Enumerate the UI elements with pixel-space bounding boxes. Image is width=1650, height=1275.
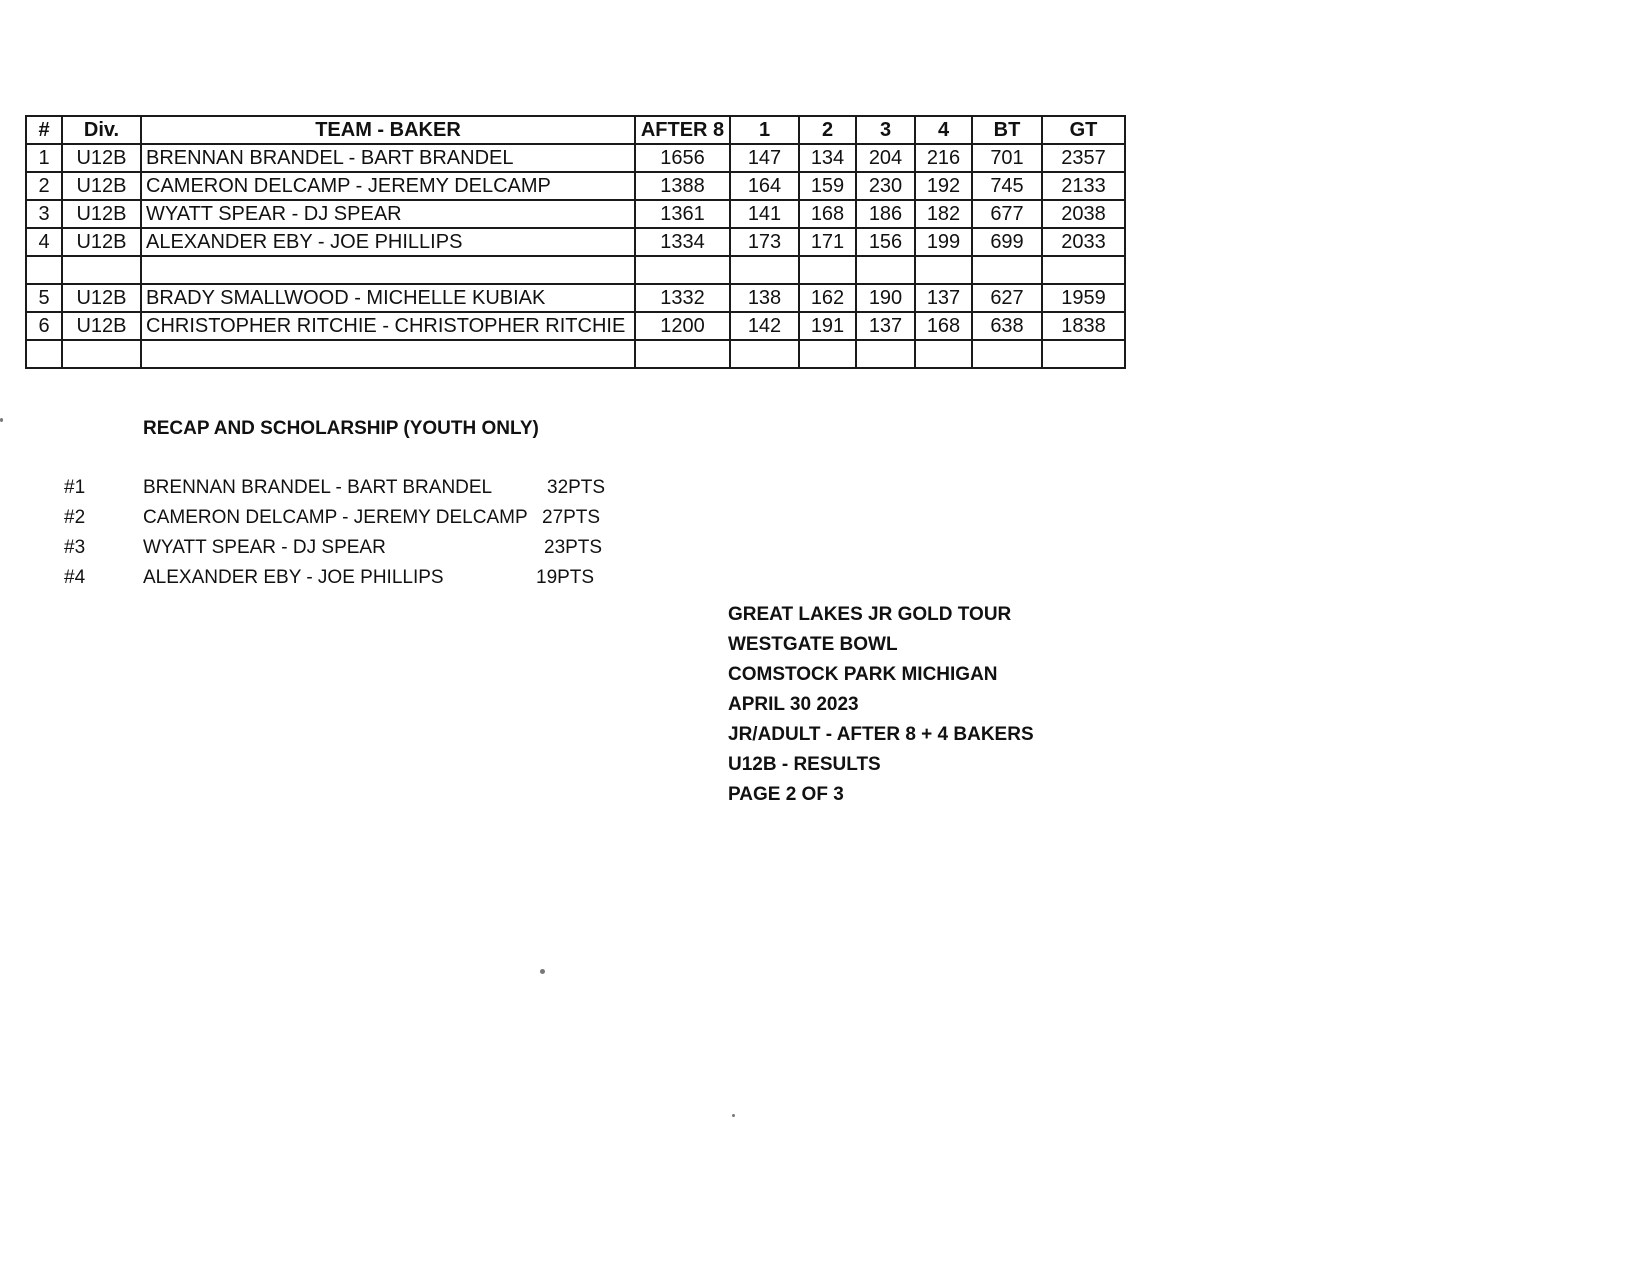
division-cell: U12B: [62, 200, 141, 228]
division-cell: [62, 340, 141, 368]
team-cell: WYATT SPEAR - DJ SPEAR: [141, 200, 635, 228]
recap-team: WYATT SPEAR - DJ SPEAR: [143, 537, 386, 558]
game-3-cell: 156: [856, 228, 915, 256]
header-division: Div.: [62, 116, 141, 144]
game-1-cell: 138: [730, 284, 799, 312]
table-row: [26, 228, 1125, 256]
recap-list: [64, 477, 624, 597]
recap-team: ALEXANDER EBY - JOE PHILLIPS: [143, 567, 444, 588]
header-rank: #: [26, 116, 62, 144]
grand-total-cell: [1042, 256, 1125, 284]
game-4-cell: 192: [915, 172, 972, 200]
game-3-cell: 230: [856, 172, 915, 200]
division-cell: U12B: [62, 172, 141, 200]
game-4-cell: 137: [915, 284, 972, 312]
grand-total-cell: [1042, 340, 1125, 368]
event-info-block: [728, 600, 1034, 810]
table-row: [26, 284, 1125, 312]
game-3-cell: 190: [856, 284, 915, 312]
recap-rank: #4: [64, 567, 86, 588]
recap-title: RECAP AND SCHOLARSHIP (YOUTH ONLY): [143, 418, 539, 439]
scan-speck: [540, 969, 545, 974]
event-venue: WESTGATE BOWL: [728, 634, 898, 655]
after-8-cell: 1361: [635, 200, 730, 228]
rank-cell: 5: [26, 284, 62, 312]
table-row: [26, 312, 1125, 340]
game-2-cell: [799, 256, 856, 284]
game-2-cell: 162: [799, 284, 856, 312]
game-2-cell: 191: [799, 312, 856, 340]
game-3-cell: 204: [856, 144, 915, 172]
game-1-cell: 164: [730, 172, 799, 200]
game-3-cell: 137: [856, 312, 915, 340]
recap-item: [64, 507, 624, 537]
game-1-cell: [730, 256, 799, 284]
grand-total-cell: 2033: [1042, 228, 1125, 256]
rank-cell: [26, 256, 62, 284]
recap-item: [64, 567, 624, 597]
baker-total-cell: 701: [972, 144, 1042, 172]
team-cell: BRENNAN BRANDEL - BART BRANDEL: [141, 144, 635, 172]
game-1-cell: 147: [730, 144, 799, 172]
recap-rank: #1: [64, 477, 86, 498]
game-2-cell: 168: [799, 200, 856, 228]
event-page: PAGE 2 OF 3: [728, 784, 844, 805]
recap-points: 27PTS: [542, 507, 601, 528]
game-2-cell: 171: [799, 228, 856, 256]
game-2-cell: 134: [799, 144, 856, 172]
baker-total-cell: 677: [972, 200, 1042, 228]
table-row: [26, 200, 1125, 228]
game-3-cell: 186: [856, 200, 915, 228]
scan-speck: [0, 418, 3, 422]
game-4-cell: [915, 256, 972, 284]
game-2-cell: 159: [799, 172, 856, 200]
event-tour: GREAT LAKES JR GOLD TOUR: [728, 604, 1012, 625]
recap-team: CAMERON DELCAMP - JEREMY DELCAMP: [143, 507, 528, 528]
after-8-cell: 1200: [635, 312, 730, 340]
recap-item: [64, 477, 624, 507]
recap-team: BRENNAN BRANDEL - BART BRANDEL: [143, 477, 493, 498]
recap-rank: #2: [64, 507, 86, 528]
team-cell: ALEXANDER EBY - JOE PHILLIPS: [141, 228, 635, 256]
header-baker-total: BT: [972, 116, 1042, 144]
game-1-cell: 141: [730, 200, 799, 228]
header-after-8: AFTER 8: [635, 116, 730, 144]
game-4-cell: [915, 340, 972, 368]
baker-total-cell: [972, 256, 1042, 284]
table-row-blank: [26, 340, 1125, 368]
header-game-3: 3: [856, 116, 915, 144]
table-row: [26, 172, 1125, 200]
game-4-cell: 168: [915, 312, 972, 340]
rank-cell: 6: [26, 312, 62, 340]
after-8-cell: 1388: [635, 172, 730, 200]
event-location: COMSTOCK PARK MICHIGAN: [728, 664, 998, 685]
team-cell: CAMERON DELCAMP - JEREMY DELCAMP: [141, 172, 635, 200]
header-game-1: 1: [730, 116, 799, 144]
game-4-cell: 199: [915, 228, 972, 256]
recap-item: [64, 537, 624, 567]
header-game-2: 2: [799, 116, 856, 144]
game-4-cell: 182: [915, 200, 972, 228]
rank-cell: 3: [26, 200, 62, 228]
table-header-row: [26, 116, 1125, 144]
division-cell: U12B: [62, 284, 141, 312]
game-1-cell: [730, 340, 799, 368]
header-team-baker: TEAM - BAKER: [141, 116, 635, 144]
baker-total-cell: 627: [972, 284, 1042, 312]
game-3-cell: [856, 340, 915, 368]
after-8-cell: 1334: [635, 228, 730, 256]
rank-cell: 1: [26, 144, 62, 172]
grand-total-cell: 2038: [1042, 200, 1125, 228]
baker-total-cell: 638: [972, 312, 1042, 340]
rank-cell: 4: [26, 228, 62, 256]
division-cell: U12B: [62, 228, 141, 256]
header-grand-total: GT: [1042, 116, 1125, 144]
baker-total-cell: 699: [972, 228, 1042, 256]
table-row-blank: [26, 256, 1125, 284]
grand-total-cell: 2133: [1042, 172, 1125, 200]
grand-total-cell: 1959: [1042, 284, 1125, 312]
game-4-cell: 216: [915, 144, 972, 172]
grand-total-cell: 2357: [1042, 144, 1125, 172]
division-cell: U12B: [62, 312, 141, 340]
event-division: U12B - RESULTS: [728, 754, 881, 775]
scan-speck: [732, 1114, 735, 1117]
after-8-cell: 1656: [635, 144, 730, 172]
team-cell: BRADY SMALLWOOD - MICHELLE KUBIAK: [141, 284, 635, 312]
game-1-cell: 173: [730, 228, 799, 256]
team-cell: CHRISTOPHER RITCHIE - CHRISTOPHER RITCHIE: [141, 312, 635, 340]
division-cell: [62, 256, 141, 284]
recap-rank: #3: [64, 537, 86, 558]
game-1-cell: 142: [730, 312, 799, 340]
event-date: APRIL 30 2023: [728, 694, 859, 715]
header-game-4: 4: [915, 116, 972, 144]
event-format: JR/ADULT - AFTER 8 + 4 BAKERS: [728, 724, 1034, 745]
team-cell: [141, 256, 635, 284]
game-2-cell: [799, 340, 856, 368]
recap-points: 23PTS: [544, 537, 603, 558]
baker-total-cell: [972, 340, 1042, 368]
after-8-cell: [635, 256, 730, 284]
division-cell: U12B: [62, 144, 141, 172]
results-table: [25, 115, 1126, 369]
rank-cell: 2: [26, 172, 62, 200]
recap-points: 19PTS: [536, 567, 595, 588]
after-8-cell: [635, 340, 730, 368]
table-row: [26, 144, 1125, 172]
rank-cell: [26, 340, 62, 368]
after-8-cell: 1332: [635, 284, 730, 312]
grand-total-cell: 1838: [1042, 312, 1125, 340]
baker-total-cell: 745: [972, 172, 1042, 200]
game-3-cell: [856, 256, 915, 284]
recap-points: 32PTS: [547, 477, 606, 498]
team-cell: [141, 340, 635, 368]
